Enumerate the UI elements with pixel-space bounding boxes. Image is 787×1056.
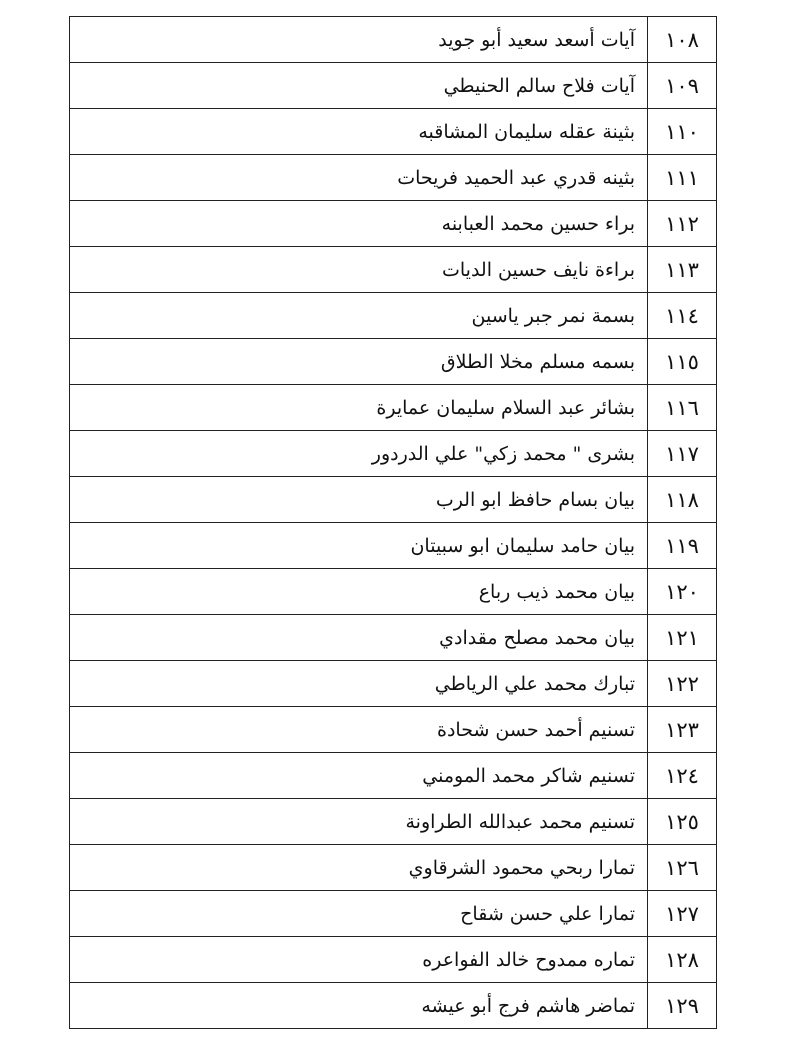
row-number: ١١٠	[648, 109, 717, 155]
table-row	[70, 155, 717, 201]
row-number: ١١٦	[648, 385, 717, 431]
person-name: تسنيم أحمد حسن شحادة	[70, 707, 648, 753]
row-number: ١٠٩	[648, 63, 717, 109]
person-name: تبارك محمد علي الرياطي	[70, 661, 648, 707]
person-name: آيات أسعد سعيد أبو جويد	[70, 17, 648, 63]
person-name: تمارا علي حسن شقاح	[70, 891, 648, 937]
table-row	[70, 937, 717, 983]
table-row	[70, 247, 717, 293]
table-row	[70, 63, 717, 109]
person-name: بسمه مسلم مخلا الطلاق	[70, 339, 648, 385]
person-name: بيان محمد ذيب رباع	[70, 569, 648, 615]
table-row	[70, 523, 717, 569]
person-name: براءة نايف حسين الديات	[70, 247, 648, 293]
person-name: آيات فلاح سالم الحنيطي	[70, 63, 648, 109]
person-name: تماضر هاشم فرج أبو عيشه	[70, 983, 648, 1029]
names-table	[69, 16, 717, 1029]
person-name: بشرى " محمد زكي" علي الدردور	[70, 431, 648, 477]
person-name: تسنيم شاكر محمد المومني	[70, 753, 648, 799]
table-row	[70, 431, 717, 477]
row-number: ١٠٨	[648, 17, 717, 63]
row-number: ١٢٣	[648, 707, 717, 753]
person-name: بيان بسام حافظ ابو الرب	[70, 477, 648, 523]
table-row	[70, 201, 717, 247]
table-row	[70, 891, 717, 937]
table-row	[70, 293, 717, 339]
person-name: تسنيم محمد عبدالله الطراونة	[70, 799, 648, 845]
row-number: ١٢٠	[648, 569, 717, 615]
person-name: بثينه قدري عبد الحميد فريحات	[70, 155, 648, 201]
person-name: بيان حامد سليمان ابو سبيتان	[70, 523, 648, 569]
table-row	[70, 707, 717, 753]
row-number: ١١٤	[648, 293, 717, 339]
person-name: بشائر عبد السلام سليمان عمايرة	[70, 385, 648, 431]
row-number: ١٢٩	[648, 983, 717, 1029]
row-number: ١٢٥	[648, 799, 717, 845]
row-number: ١٢٤	[648, 753, 717, 799]
person-name: بسمة نمر جبر ياسين	[70, 293, 648, 339]
row-number: ١١٥	[648, 339, 717, 385]
table-row	[70, 339, 717, 385]
table-row	[70, 799, 717, 845]
row-number: ١١٧	[648, 431, 717, 477]
table-row	[70, 753, 717, 799]
row-number: ١٢١	[648, 615, 717, 661]
table-row	[70, 109, 717, 155]
names-list-page	[69, 16, 717, 1029]
table-row	[70, 17, 717, 63]
row-number: ١١١	[648, 155, 717, 201]
person-name: بثينة عقله سليمان المشاقبه	[70, 109, 648, 155]
table-row	[70, 845, 717, 891]
table-row	[70, 661, 717, 707]
person-name: بيان محمد مصلح مقدادي	[70, 615, 648, 661]
table-row	[70, 385, 717, 431]
row-number: ١١٩	[648, 523, 717, 569]
row-number: ١٢٢	[648, 661, 717, 707]
table-row	[70, 983, 717, 1029]
person-name: براء حسين محمد العبابنه	[70, 201, 648, 247]
row-number: ١٢٧	[648, 891, 717, 937]
row-number: ١٢٦	[648, 845, 717, 891]
row-number: ١٢٨	[648, 937, 717, 983]
table-row	[70, 615, 717, 661]
table-row	[70, 569, 717, 615]
table-row	[70, 477, 717, 523]
person-name: تمارا ربحي محمود الشرقاوي	[70, 845, 648, 891]
person-name: تماره ممدوح خالد الفواعره	[70, 937, 648, 983]
names-table-body	[70, 17, 717, 1029]
row-number: ١١٨	[648, 477, 717, 523]
row-number: ١١٣	[648, 247, 717, 293]
row-number: ١١٢	[648, 201, 717, 247]
